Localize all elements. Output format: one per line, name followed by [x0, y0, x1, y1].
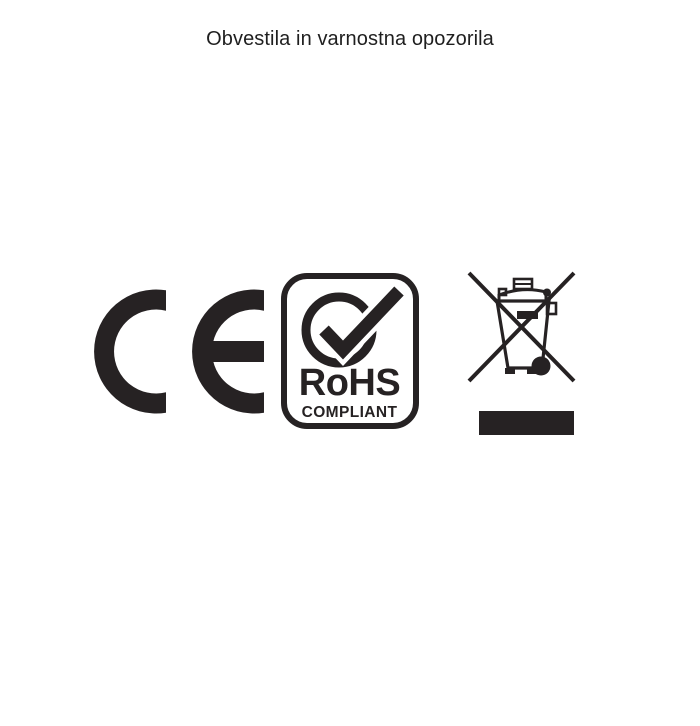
ce-marking-icon — [94, 289, 264, 414]
crossed-out-wheelie-bin-icon — [459, 261, 579, 441]
rohs-compliant-badge — [281, 273, 419, 429]
rohs-title: RoHS — [298, 362, 401, 404]
weee-black-bar — [479, 411, 574, 435]
page — [0, 26, 700, 726]
compliance-symbols-row — [0, 261, 686, 441]
checkmark-circle-icon — [287, 279, 413, 369]
page-title: Obvestila in varnostna opozorila — [206, 28, 494, 50]
rohs-subtitle: COMPLIANT — [301, 404, 398, 421]
